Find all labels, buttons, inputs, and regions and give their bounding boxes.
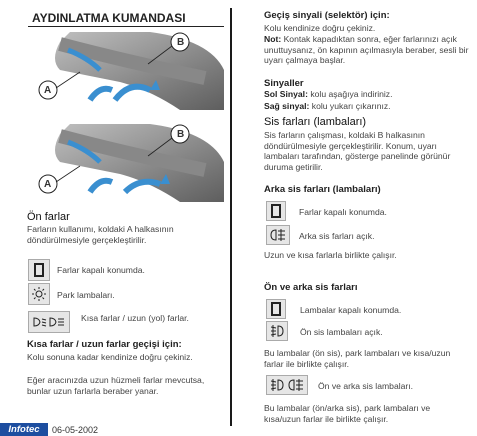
beam-switch-p2: Eğer aracınızda uzun hüzmeli farlar mevcutsa, bunlar uzun farlarla beraber yanar. [27, 375, 205, 396]
fr-front-fog-label: Ön sis lambaları açık. [300, 327, 383, 337]
rear-fog-icon [266, 225, 290, 245]
fog-text: Sis farların çalışması, koldaki B halkasının döndürülmesiyle gerçekleştirilir. Konum, uyarı lambaları tarafından, gösterge panelinde görünür duruma getirilir. [264, 130, 451, 172]
rear-fog-title: Arka sis farları (lambaları) [264, 184, 381, 195]
lighting-stalk-illustration-2 [30, 122, 226, 204]
label-b-2: B [177, 129, 185, 140]
label-a-1: A [44, 85, 52, 96]
rear-fog-off-label: Farlar kapalı konumda. [299, 207, 387, 217]
low-high-beam-icon [28, 311, 70, 333]
note-label: Not: [264, 34, 282, 44]
parking-light-icon [28, 283, 50, 305]
label-b-1: B [177, 37, 185, 48]
signals-title: Sinyaller [264, 78, 304, 89]
flash-title: Geçiş sinyali (selektör) için: [264, 10, 390, 21]
note-paragraph [264, 34, 469, 66]
fog-off-icon-2 [266, 299, 286, 319]
column-divider [230, 8, 232, 426]
front-fog-icon [266, 321, 288, 341]
right-signal [264, 101, 469, 112]
label-a-2: A [44, 179, 52, 190]
fog-off-icon [266, 201, 286, 221]
both-fog-label: Ön ve arka sis lambaları. [318, 381, 414, 391]
right-column [238, 0, 477, 436]
rear-fog-on-label: Arka sis farları açık. [299, 231, 375, 241]
page-title: AYDINLATMA KUMANDASI [32, 11, 186, 25]
infotec-logo: Infotec [0, 423, 48, 436]
note-text: Kontak kapadıktan sonra, eğer farlarınızı açık unuttuysanız, ön kapının açılmasıyla beraber, sesli bir uyarı çalmaya başlar. [264, 34, 469, 65]
left-column [0, 0, 226, 436]
lighting-stalk-illustration-1 [30, 30, 226, 112]
headlight-off-label: Farlar kapalı konumda. [57, 265, 145, 275]
beam-switch-p1: Kolu sonuna kadar kendinize doğru çekiniz. [27, 352, 193, 362]
flash-text: Kolu kendinize doğru çekiniz. [264, 23, 376, 33]
front-and-rear-fog-icon [266, 375, 308, 395]
fog-title: Sis farları (lambaları) [264, 116, 367, 128]
front-lights-title: Ön farlar [27, 211, 70, 223]
fr-fog-off-label: Lambalar kapalı konumda. [300, 305, 402, 315]
title-rule [28, 26, 224, 27]
beam-switch-title: Kısa farlar / uzun farlar geçişi için: [27, 339, 182, 350]
fr-note-1: Bu lambalar (ön sis), park lambaları ve kısa/uzun farlar ile birlikte çalışır. [264, 348, 451, 369]
footer-date: 06-05-2002 [52, 425, 99, 435]
right-signal-text: kolu yukarı çıkarınız. [311, 101, 391, 111]
headlight-off-icon [28, 259, 50, 281]
low-high-beam-label: Kısa farlar / uzun (yol) farlar. [81, 313, 189, 323]
left-signal [264, 89, 469, 100]
left-signal-label: Sol Sinyal: [264, 89, 308, 99]
parking-light-label: Park lambaları. [57, 290, 115, 300]
rear-fog-note: Uzun ve kısa farlarla birlikte çalışır. [264, 250, 397, 260]
front-lights-desc: Farların kullanımı, koldaki A halkasının döndürülmesiyle gerçekleştirilir. [27, 224, 174, 245]
left-signal-text: kolu aşağıya indiriniz. [310, 89, 393, 99]
front-rear-fog-title: Ön ve arka sis farları [264, 282, 358, 293]
right-signal-label: Sağ sinyal: [264, 101, 310, 111]
fr-note-2: Bu lambalar (ön/arka sis), park lambaları ve kısa/uzun farlar ile birlikte çalışır. [264, 403, 431, 424]
